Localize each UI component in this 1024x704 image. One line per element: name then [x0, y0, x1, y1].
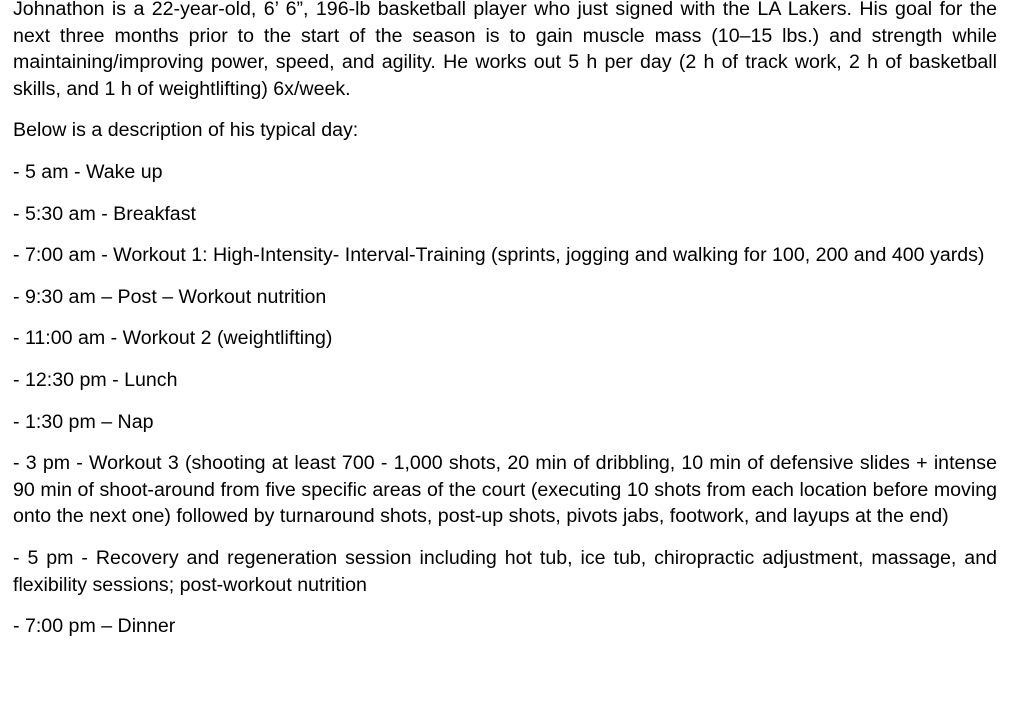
schedule-item-dinner: - 7:00 pm – Dinner: [13, 615, 176, 638]
schedule-item-nap: - 1:30 pm – Nap: [13, 410, 154, 433]
schedule-item-recovery: - 5 pm - Recovery and regeneration session including hot tub, ice tub, chiropractic adjustment, massage, and flexibility sessions; post-workout nutrition: [13, 546, 997, 596]
schedule-lead: Below is a description of his typical day:: [13, 119, 359, 142]
intro-paragraph: Johnathon is a 22-year-old, 6’ 6”, 196-lb basketball player who just signed with the LA Lakers. His goal for the next three months prior to the start of the season is to gain muscle mass (10–15 lbs.) and strength while maintaining/improving power, speed, and agility. He works out 5 h per day (2 h of track work, 2 h of basketball skills, and 1 h of weightlifting) 6x/week.: [13, 0, 997, 100]
schedule-item-lunch: - 12:30 pm - Lunch: [13, 368, 178, 391]
schedule-item-post-workout-nutrition: - 9:30 am – Post – Workout nutrition: [13, 285, 327, 308]
schedule-item-workout-1: - 7:00 am - Workout 1: High-Intensity- Interval-Training (sprints, jogging and walking for 100, 200 and 400 yards): [13, 244, 985, 267]
schedule-item-workout-3: - 3 pm - Workout 3 (shooting at least 700 - 1,000 shots, 20 min of dribbling, 10 min of defensive slides + intense 90 min of shoot-around from five specific areas of the court (executing 10 shots from each location before moving onto the next one) followed by turnaround shots, post-up shots, pivots jabs, footwork, and layups at the end): [13, 452, 997, 528]
schedule-item-workout-2: - 11:00 am - Workout 2 (weightlifting): [13, 327, 333, 350]
schedule-item-wake-up: - 5 am - Wake up: [13, 160, 163, 183]
schedule-item-breakfast: - 5:30 am - Breakfast: [13, 202, 196, 225]
